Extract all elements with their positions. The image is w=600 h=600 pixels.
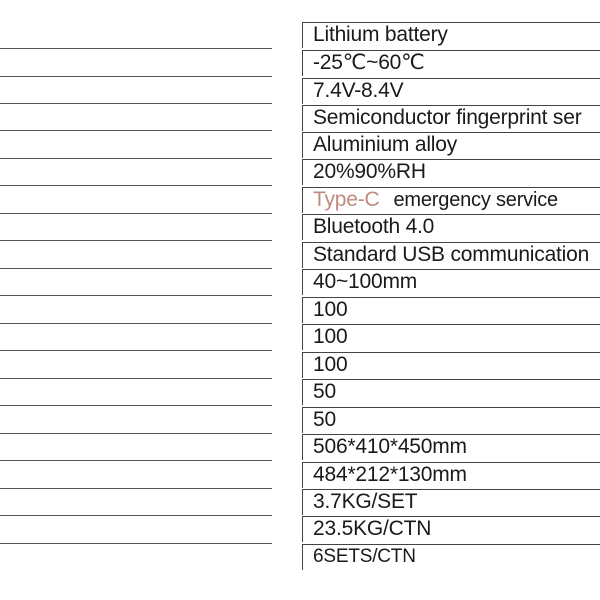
spec-value-cell: [302, 379, 600, 405]
spec-value-cell: [302, 352, 600, 378]
label-row-divider: [0, 405, 272, 406]
spec-value: 484*212*130mm: [313, 463, 467, 486]
spec-value: 20%90%RH: [313, 160, 426, 183]
spec-value-cell: [302, 22, 600, 48]
spec-value: [313, 189, 558, 211]
spec-value-cell: [302, 105, 600, 131]
label-row-divider: [0, 350, 272, 351]
spec-value-cell: [302, 434, 600, 460]
spec-value: 100: [313, 325, 348, 348]
spec-value: 40~100mm: [313, 270, 418, 293]
spec-value: Lithium battery: [313, 23, 448, 46]
spec-value: 3.7KG/SET: [313, 490, 418, 513]
label-row-divider: [0, 185, 272, 186]
label-row-divider: [0, 48, 272, 49]
label-row-divider: [0, 323, 272, 324]
spec-value-cell: [302, 132, 600, 158]
label-row-divider: [0, 460, 272, 461]
label-row-divider: [0, 515, 272, 516]
spec-value-cell: [302, 242, 600, 268]
label-row-divider: [0, 295, 272, 296]
spec-value: 50: [313, 380, 336, 403]
spec-value-cell: [302, 269, 600, 295]
spec-value: 50: [313, 408, 336, 431]
spec-value-cell: [302, 544, 600, 570]
label-row-divider: [0, 240, 272, 241]
label-row-divider: [0, 543, 272, 544]
spec-value-cell: [302, 159, 600, 185]
spec-value-cell: [302, 187, 600, 213]
spec-value: -25℃~60℃: [313, 51, 425, 74]
spec-value: Semiconductor fingerprint ser: [313, 106, 582, 129]
spec-value-cell: [302, 50, 600, 76]
label-row-divider: [0, 488, 272, 489]
label-row-divider: [0, 433, 272, 434]
spec-value: 100: [313, 353, 348, 376]
spec-value-cell: [302, 78, 600, 104]
emergency-service-label: emergency service: [393, 189, 558, 211]
spec-value-cell: [302, 489, 600, 515]
spec-value: 7.4V-8.4V: [313, 79, 404, 102]
spec-value-cell: [302, 214, 600, 240]
label-row-divider: [0, 378, 272, 379]
label-row-divider: [0, 158, 272, 159]
spec-value-cell: [302, 324, 600, 350]
spec-value: Aluminium alloy: [313, 133, 458, 156]
spec-value: Bluetooth 4.0: [313, 215, 435, 238]
spec-value: Standard USB communication: [313, 243, 590, 266]
spec-value: 6SETS/CTN: [313, 546, 416, 567]
label-row-divider: [0, 130, 272, 131]
spec-value: 506*410*450mm: [313, 435, 467, 458]
type-c-label: Type-C: [313, 188, 380, 211]
label-row-divider: [0, 76, 272, 77]
spec-value-cell: [302, 462, 600, 488]
spec-value-cell: [302, 297, 600, 323]
spec-value-cell: [302, 407, 600, 433]
spec-value-cell: [302, 516, 600, 542]
label-row-divider: [0, 103, 272, 104]
label-row-divider: [0, 213, 272, 214]
spec-value: 100: [313, 298, 348, 321]
label-row-divider: [0, 268, 272, 269]
spec-value: 23.5KG/CTN: [313, 517, 432, 540]
